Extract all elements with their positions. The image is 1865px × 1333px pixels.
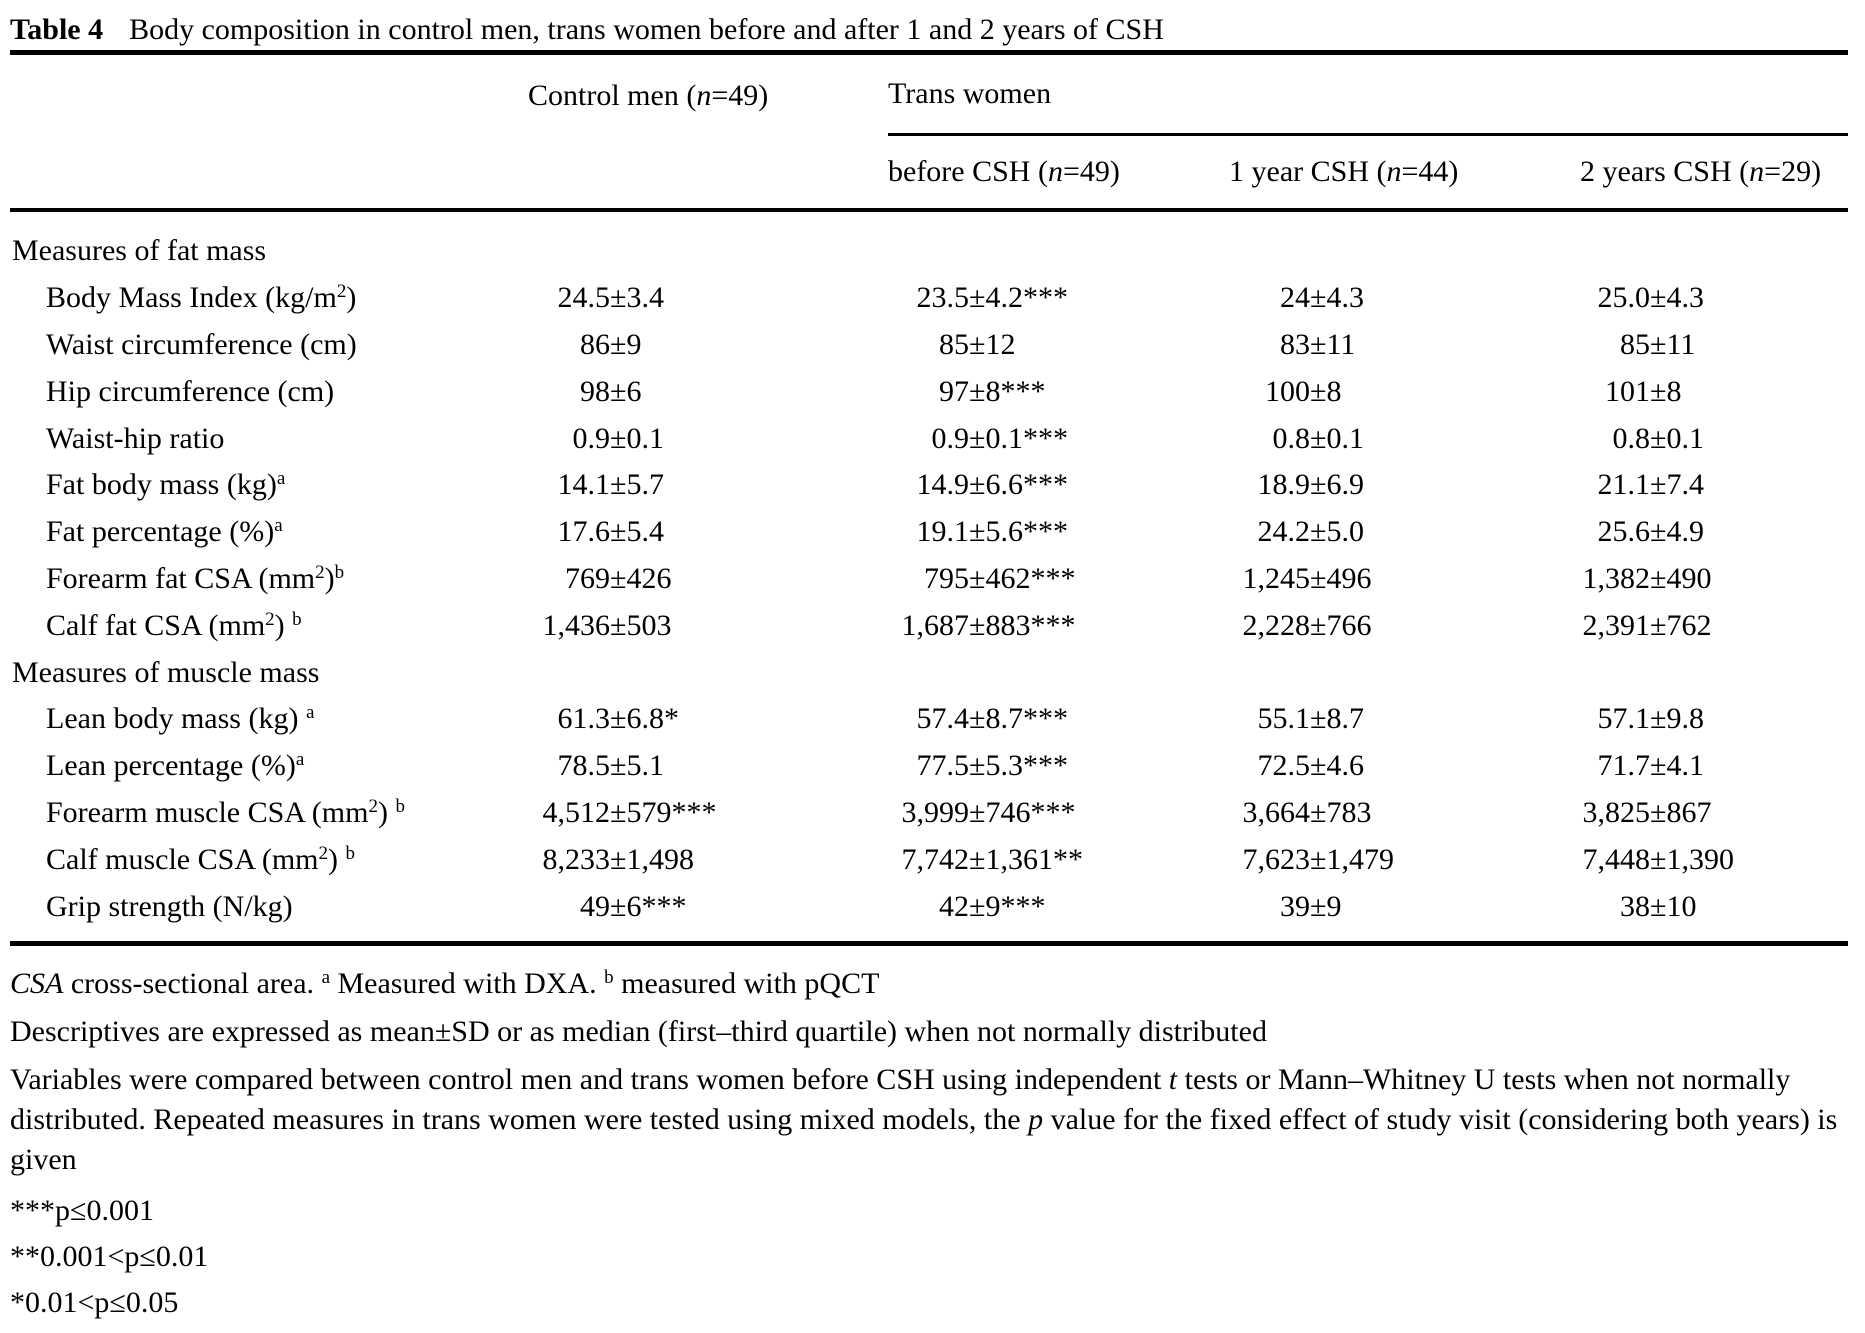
plus-minus-sign: ± — [610, 468, 627, 502]
mean-value: 61.3 — [557, 702, 610, 736]
plus-minus-sign: ± — [610, 515, 627, 549]
sd-value: 0.1*** — [985, 421, 1068, 455]
sd-value: 4.6 — [1326, 749, 1364, 783]
mean-value: 19.1 — [916, 515, 969, 549]
table-row — [10, 509, 1848, 556]
mean-value: 39 — [1280, 889, 1310, 923]
mean-value: 7,742 — [901, 842, 969, 876]
table-row — [10, 696, 1848, 743]
sd-value: 12 — [985, 327, 1016, 361]
value-cell — [1580, 609, 1848, 643]
sd-value: 8 — [1666, 374, 1682, 408]
table-row — [10, 368, 1848, 415]
mean-value: 3,825 — [1582, 795, 1650, 829]
sd-value: 783 — [1326, 795, 1372, 829]
plus-minus-sign: ± — [610, 889, 627, 923]
table-section-row — [10, 228, 1848, 275]
table-row — [10, 415, 1848, 462]
value-cell — [888, 328, 1229, 362]
plus-minus-sign: ± — [1310, 327, 1327, 361]
plus-minus-sign: ± — [969, 281, 986, 315]
sd-value: 8.7*** — [985, 702, 1068, 736]
table-title — [10, 9, 1848, 50]
table-caption: Body composition in control men, trans women before and after 1 and 2 years of CSH — [129, 13, 1164, 46]
row-label: Fat body mass (kg)$^a$ — [46, 468, 286, 502]
mean-value: 18.9 — [1257, 468, 1310, 502]
significance-line-1: ***p≤0.001 — [10, 1193, 154, 1227]
value-cell — [1580, 749, 1848, 783]
plus-minus-sign: ± — [1650, 374, 1667, 408]
value-cell — [1229, 890, 1580, 924]
plus-minus-sign: ± — [969, 468, 986, 502]
value-cell — [888, 890, 1229, 924]
plus-minus-sign: ± — [610, 327, 627, 361]
mean-value: 25.0 — [1597, 281, 1650, 315]
sd-value: 579*** — [626, 795, 717, 829]
sd-value: 6*** — [626, 889, 687, 923]
footnote-abbreviations: CSA cross-sectional area. $^a$ Measured with DXA. $^b$ measured with pQCT — [10, 966, 880, 1000]
sd-value: 5.6*** — [985, 515, 1068, 549]
plus-minus-sign: ± — [1310, 515, 1327, 549]
plus-minus-sign: ± — [969, 608, 986, 642]
mean-value: 97 — [939, 374, 969, 408]
mean-value: 24 — [1280, 281, 1310, 315]
plus-minus-sign: ± — [1310, 608, 1327, 642]
sd-value: 8.7 — [1326, 702, 1364, 736]
row-label: Waist circumference (cm) — [46, 327, 357, 361]
sd-value: 426 — [626, 561, 672, 595]
row-label: Grip strength (N/kg) — [46, 889, 293, 923]
mean-value: 71.7 — [1597, 749, 1650, 783]
sd-value: 1,390 — [1666, 842, 1734, 876]
sd-value: 867 — [1666, 795, 1712, 829]
plus-minus-sign: ± — [1650, 702, 1667, 736]
value-cell — [888, 609, 1229, 643]
col-header-control-men: Control men ( n =49) — [528, 78, 769, 112]
mean-value: 72.5 — [1257, 749, 1310, 783]
mean-value: 24.5 — [557, 281, 610, 315]
sd-value: 746*** — [985, 795, 1076, 829]
header-spacer — [10, 136, 528, 208]
sd-value: 8 — [1326, 374, 1342, 408]
plus-minus-sign: ± — [1650, 327, 1667, 361]
sd-value: 4.9 — [1666, 515, 1704, 549]
row-label: Body Mass Index $(kg/m^2)$ — [46, 281, 357, 315]
mean-value: 7,448 — [1582, 842, 1650, 876]
value-cell — [888, 749, 1229, 783]
plus-minus-sign: ± — [1650, 561, 1667, 595]
plus-minus-sign: ± — [1650, 421, 1667, 455]
table-body — [10, 212, 1848, 941]
value-cell — [1229, 515, 1580, 549]
sd-value: 4.2*** — [985, 281, 1068, 315]
value-cell — [528, 843, 888, 877]
sd-value: 10 — [1666, 889, 1697, 923]
value-cell — [1229, 843, 1580, 877]
plus-minus-sign: ± — [969, 749, 986, 783]
mean-value: 2,228 — [1242, 608, 1310, 642]
plus-minus-sign: ± — [1650, 515, 1667, 549]
mean-value: 86 — [580, 327, 610, 361]
row-label: Fat percentage (%)$^a$ — [46, 515, 283, 549]
value-cell — [1229, 328, 1580, 362]
table-row — [10, 322, 1848, 369]
mean-value: 85 — [1620, 327, 1650, 361]
col-group-label: Trans women — [888, 77, 1052, 110]
mean-value: 55.1 — [1257, 702, 1310, 736]
plus-minus-sign: ± — [1310, 561, 1327, 595]
sd-value: 11 — [1326, 327, 1356, 361]
value-cell — [888, 843, 1229, 877]
sd-value: 9.8 — [1666, 702, 1704, 736]
row-label: Lean body mass (kg) $^a$ — [46, 702, 315, 736]
plus-minus-sign: ± — [1310, 702, 1327, 736]
header-row-subcolumns — [10, 136, 1848, 208]
footnote-descriptives: Descriptives are expressed as mean±SD or as median (first–third quartile) when not normally distributed — [10, 1014, 1267, 1048]
sd-value: 5.3*** — [985, 749, 1068, 783]
mean-value: 57.4 — [916, 702, 969, 736]
mean-value: 24.2 — [1257, 515, 1310, 549]
value-cell — [1580, 375, 1848, 409]
plus-minus-sign: ± — [1310, 468, 1327, 502]
value-cell — [1580, 890, 1848, 924]
sd-value: 6 — [626, 374, 642, 408]
section-label: Measures of muscle mass — [12, 655, 320, 689]
sd-value: 6.9 — [1326, 468, 1364, 502]
mean-value: 3,664 — [1242, 795, 1310, 829]
value-cell — [888, 375, 1229, 409]
mean-value: 14.1 — [557, 468, 610, 502]
plus-minus-sign: ± — [1650, 842, 1667, 876]
value-cell — [1229, 702, 1580, 736]
mean-value: 17.6 — [557, 515, 610, 549]
plus-minus-sign: ± — [969, 561, 986, 595]
value-cell — [1229, 796, 1580, 830]
plus-minus-sign: ± — [969, 842, 986, 876]
value-cell — [888, 281, 1229, 315]
sd-value: 9*** — [985, 889, 1046, 923]
mean-value: 0.9 — [572, 421, 610, 455]
sd-value: 762 — [1666, 608, 1712, 642]
mean-value: 8,233 — [542, 842, 610, 876]
sd-value: 8*** — [985, 374, 1046, 408]
sd-value: 3.4 — [626, 281, 664, 315]
table-row — [10, 602, 1848, 649]
mean-value: 100 — [1265, 374, 1310, 408]
footnote-statistics: Variables were compared between control men and trans women before CSH using independent t tests or Mann–Whitney U tests when not normally distributed. Repeated measures in trans women were tested using mixed models, the p value for the fixed effect of study visit (considering both years) is given — [10, 1062, 1838, 1176]
plus-minus-sign: ± — [969, 374, 986, 408]
value-cell — [888, 422, 1229, 456]
plus-minus-sign: ± — [1310, 374, 1327, 408]
sd-value: 1,498 — [626, 842, 694, 876]
value-cell — [1580, 702, 1848, 736]
table-number: Table 4 — [10, 13, 104, 46]
value-cell — [528, 702, 888, 736]
value-cell — [1580, 796, 1848, 830]
significance-line-2: **0.001<p≤0.01 — [10, 1239, 209, 1273]
value-cell — [528, 890, 888, 924]
sd-value: 1,361** — [985, 842, 1083, 876]
value-cell — [1580, 515, 1848, 549]
value-cell — [528, 749, 888, 783]
mean-value: 14.9 — [916, 468, 969, 502]
mean-value: 57.1 — [1597, 702, 1650, 736]
plus-minus-sign: ± — [1310, 749, 1327, 783]
sd-value: 0.1 — [1326, 421, 1364, 455]
mean-value: 83 — [1280, 327, 1310, 361]
sd-value: 5.4 — [626, 515, 664, 549]
col-group-trans-women — [888, 55, 1848, 136]
plus-minus-sign: ± — [610, 608, 627, 642]
plus-minus-sign: ± — [1650, 608, 1667, 642]
sd-value: 6.8* — [626, 702, 679, 736]
table-row — [10, 790, 1848, 837]
plus-minus-sign: ± — [1310, 281, 1327, 315]
header-row-groups — [10, 55, 1848, 136]
row-label: Calf muscle CSA $(mm^2)$ $^b$ — [46, 842, 355, 876]
header-spacer — [10, 55, 528, 136]
value-cell — [528, 281, 888, 315]
mean-value: 21.1 — [1597, 468, 1650, 502]
sd-value: 490 — [1666, 561, 1712, 595]
plus-minus-sign: ± — [1650, 468, 1667, 502]
plus-minus-sign: ± — [969, 421, 986, 455]
value-cell — [1580, 843, 1848, 877]
mean-value: 0.8 — [1612, 421, 1650, 455]
sd-value: 11 — [1666, 327, 1696, 361]
value-cell — [1580, 328, 1848, 362]
sd-value: 9 — [1326, 889, 1342, 923]
value-cell — [888, 562, 1229, 596]
value-cell — [528, 328, 888, 362]
value-cell — [1229, 422, 1580, 456]
mean-value: 1,687 — [901, 608, 969, 642]
value-cell — [1229, 609, 1580, 643]
mean-value: 23.5 — [916, 281, 969, 315]
sd-value: 7.4 — [1666, 468, 1704, 502]
sd-value: 5.0 — [1326, 515, 1364, 549]
mean-value: 25.6 — [1597, 515, 1650, 549]
table-row — [10, 556, 1848, 603]
value-cell — [1580, 468, 1848, 502]
sd-value: 0.1 — [626, 421, 664, 455]
sd-value: 6.6*** — [985, 468, 1068, 502]
significance-line-3: *0.01<p≤0.05 — [10, 1285, 179, 1319]
mean-value: 38 — [1620, 889, 1650, 923]
plus-minus-sign: ± — [969, 702, 986, 736]
table-section-row — [10, 649, 1848, 696]
mean-value: 3,999 — [901, 795, 969, 829]
mean-value: 769 — [565, 561, 610, 595]
row-label: Hip circumference (cm) — [46, 374, 335, 408]
value-cell — [528, 422, 888, 456]
mean-value: 78.5 — [557, 749, 610, 783]
mean-value: 2,391 — [1582, 608, 1650, 642]
plus-minus-sign: ± — [1310, 889, 1327, 923]
header-spacer — [528, 136, 888, 208]
value-cell — [528, 375, 888, 409]
sd-value: 0.1 — [1666, 421, 1704, 455]
value-cell — [528, 562, 888, 596]
mean-value: 101 — [1605, 374, 1650, 408]
value-cell — [528, 609, 888, 643]
sd-value: 462*** — [985, 561, 1076, 595]
plus-minus-sign: ± — [1650, 889, 1667, 923]
mean-value: 49 — [580, 889, 610, 923]
sub-header-1-year-csh: 1 year CSH ( n =44) — [1229, 155, 1459, 188]
value-cell — [888, 515, 1229, 549]
table-footnotes — [10, 946, 1848, 1326]
sd-value: 4.3 — [1666, 281, 1704, 315]
value-cell — [888, 468, 1229, 502]
sd-value: 503 — [626, 608, 672, 642]
table-row — [10, 462, 1848, 509]
row-label: Forearm fat CSA $(mm^2)^b$ — [46, 561, 345, 595]
sd-value: 883*** — [985, 608, 1076, 642]
table-row — [10, 836, 1848, 883]
mean-value: 98 — [580, 374, 610, 408]
mean-value: 1,245 — [1242, 561, 1310, 595]
plus-minus-sign: ± — [1310, 795, 1327, 829]
plus-minus-sign: ± — [610, 421, 627, 455]
value-cell — [1229, 468, 1580, 502]
section-label: Measures of fat mass — [12, 234, 267, 268]
value-cell — [1229, 749, 1580, 783]
value-cell — [1229, 281, 1580, 315]
table-row — [10, 275, 1848, 322]
plus-minus-sign: ± — [969, 515, 986, 549]
mean-value: 42 — [939, 889, 969, 923]
row-label: Waist-hip ratio — [46, 421, 225, 455]
mean-value: 77.5 — [916, 749, 969, 783]
mean-value: 1,436 — [542, 608, 610, 642]
mean-value: 0.9 — [931, 421, 969, 455]
plus-minus-sign: ± — [610, 702, 627, 736]
sd-value: 5.7 — [626, 468, 664, 502]
plus-minus-sign: ± — [610, 749, 627, 783]
sd-value: 766 — [1326, 608, 1372, 642]
value-cell — [528, 468, 888, 502]
sub-header-2-years-csh: 2 years CSH ( n =29) — [1580, 155, 1822, 188]
plus-minus-sign: ± — [610, 795, 627, 829]
value-cell — [888, 702, 1229, 736]
sd-value: 9 — [626, 327, 642, 361]
sub-header-before-csh: before CSH ( n =49) — [888, 155, 1120, 188]
plus-minus-sign: ± — [610, 842, 627, 876]
sd-value: 496 — [1326, 561, 1372, 595]
mean-value: 1,382 — [1582, 561, 1650, 595]
row-label: Calf fat CSA $(mm^2)$ $^b$ — [46, 608, 302, 642]
plus-minus-sign: ± — [969, 795, 986, 829]
plus-minus-sign: ± — [1650, 795, 1667, 829]
value-cell — [1580, 422, 1848, 456]
mean-value: 7,623 — [1242, 842, 1310, 876]
row-label: Lean percentage (%)$^a$ — [46, 749, 305, 783]
mean-value: 85 — [939, 327, 969, 361]
sd-value: 5.1 — [626, 749, 664, 783]
sd-value: 4.3 — [1326, 281, 1364, 315]
plus-minus-sign: ± — [1310, 421, 1327, 455]
plus-minus-sign: ± — [969, 327, 986, 361]
mean-value: 795 — [924, 561, 969, 595]
plus-minus-sign: ± — [610, 281, 627, 315]
plus-minus-sign: ± — [1310, 842, 1327, 876]
value-cell — [1229, 562, 1580, 596]
value-cell — [528, 796, 888, 830]
plus-minus-sign: ± — [1650, 749, 1667, 783]
plus-minus-sign: ± — [610, 561, 627, 595]
mean-value: 0.8 — [1272, 421, 1310, 455]
sd-value: 4.1 — [1666, 749, 1704, 783]
value-cell — [1580, 562, 1848, 596]
row-label: Forearm muscle CSA $(mm^2)$ $^b$ — [46, 795, 405, 829]
plus-minus-sign: ± — [1650, 281, 1667, 315]
value-cell — [1229, 375, 1580, 409]
sd-value: 1,479 — [1326, 842, 1394, 876]
value-cell — [528, 515, 888, 549]
plus-minus-sign: ± — [969, 889, 986, 923]
mean-value: 4,512 — [542, 795, 610, 829]
plus-minus-sign: ± — [610, 374, 627, 408]
table-row — [10, 883, 1848, 930]
value-cell — [888, 796, 1229, 830]
value-cell — [1580, 281, 1848, 315]
table-row — [10, 743, 1848, 790]
